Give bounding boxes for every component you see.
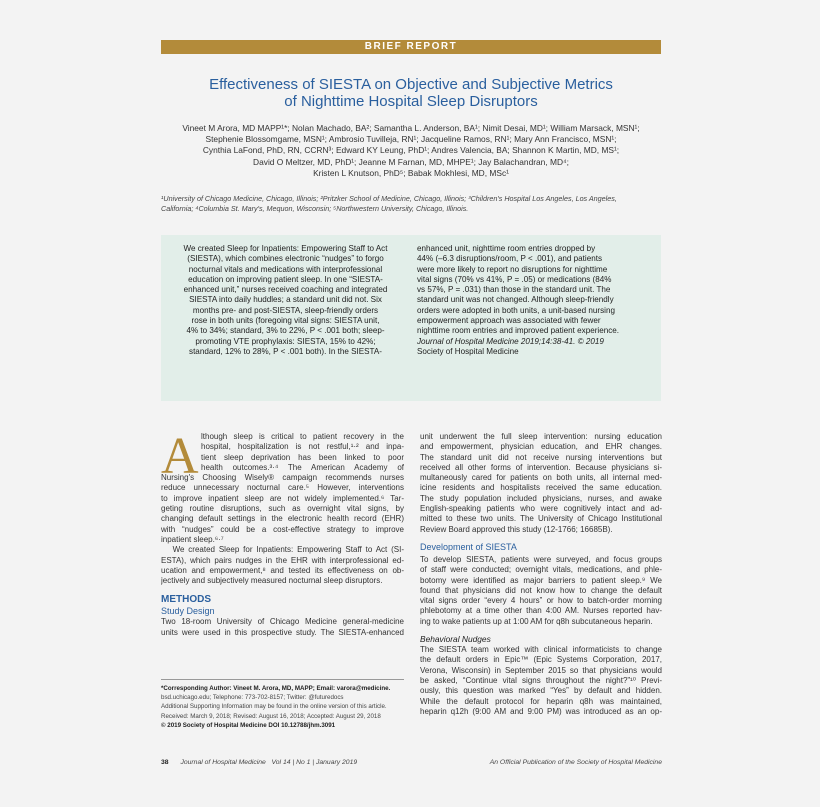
body-line: reduce unnecessary nocturnal care.⁵ However, interventions xyxy=(161,483,404,493)
body-line: phlebotomy at a time other than 4:00 AM. Nurses reported hav- xyxy=(420,606,662,616)
body-left-column xyxy=(161,428,404,638)
body-line: to improve inpatient sleep are not widely implemented.⁶ Tar- xyxy=(161,493,404,503)
body-line: Verona, Wisconsin) in September 2015 so that physicians would xyxy=(420,665,662,675)
affiliations xyxy=(161,194,661,213)
abstract-line: enhanced unit, nighttime room entries dropped by xyxy=(417,244,596,253)
title-line-1: Effectiveness of SIESTA on Objective and Subjective Metrics xyxy=(209,76,613,93)
body-line: geting routine disruptions, such as overnight vital signs, by xyxy=(161,504,404,514)
title-line-2: of Nighttime Hospital Sleep Disruptors xyxy=(284,93,538,110)
section-banner: BRIEF REPORT xyxy=(161,40,661,54)
body-line: icine residents and hospitalists received the same education. xyxy=(420,483,662,493)
body-line: of staff were conducted; overnight vitals, medications, and phle- xyxy=(420,565,662,575)
body-line: ously, this question was marked “Yes” by default and hidden. xyxy=(420,686,662,696)
body-line: We created Sleep for Inpatients: Empowering Staff to Act (SI- xyxy=(161,545,404,555)
body-line: hospital, hospitalization is not restful,¹·² and inpa- xyxy=(201,442,404,452)
abstract-line: were more likely to report no disruptions for nighttime xyxy=(417,264,608,274)
supporting-info: Additional Supporting Information may be found in the online version of this article. xyxy=(161,703,387,711)
development-heading: Development of SIESTA xyxy=(420,541,517,552)
body-line: ESTA), which pairs nudges in the EHR with interprofessional ed- xyxy=(161,555,404,565)
received-dates: Received: March 9, 2018; Revised: August 16, 2018; Accepted: August 29, 2018 xyxy=(161,712,381,720)
abstract-citation: Journal of Hospital Medicine 2019;14:38-41. © 2019 xyxy=(417,336,604,346)
body-line: mitted to these two units. The University of Chicago Institutional xyxy=(420,514,662,524)
abstract-line: promoting VTE prophylaxis: SIESTA, 15% to 42%; xyxy=(195,336,376,346)
abstract-line: Society of Hospital Medicine xyxy=(417,346,519,356)
drop-cap: A xyxy=(161,428,199,485)
body-line: changing default settings in the electronic health record (EHR) xyxy=(161,514,404,524)
body-line: units were used in this prospective study. The SIESTA-enhanced xyxy=(161,627,404,637)
body-line: ucation and empowerment,⁸ and tested its effectiveness on ob- xyxy=(161,565,404,575)
author-line: Vineet M Arora, MD MAPP¹*; Nolan Machado, BA²; Samantha L. Anderson, BA¹; Nimit Desai, MD¹; William Marsack, MSN¹; xyxy=(182,123,640,133)
body-right-column xyxy=(420,432,662,717)
body-line: received all other forms of intervention. Because physicians si- xyxy=(420,462,662,472)
body-line: botomy were identified as major barriers to patient sleep.⁹ We xyxy=(420,575,662,585)
body-line: The standard unit did not receive nursing interventions but xyxy=(420,452,662,462)
body-line: jectively and subjectively measured nocturnal sleep disruptors. xyxy=(161,576,383,586)
body-line: While the default protocol for heparin q8h was maintained, xyxy=(420,696,662,706)
abstract-line: education on improving patient sleep. In one “SIESTA- xyxy=(188,274,383,284)
body-line: heparin q12h (9:00 AM and 9:00 PM) was introduced as an op- xyxy=(420,706,662,716)
body-line: health outcomes.³·⁴ The American Academy of xyxy=(201,462,404,472)
abstract-box xyxy=(161,235,661,401)
corresponding-author: *Corresponding Author: Vineet M. Arora, MD, MAPP; Email: varora@medicine. xyxy=(161,685,391,692)
footnote xyxy=(161,684,404,730)
body-line: Review Board approved this study (12-1766; 16685B). xyxy=(420,524,613,534)
abstract-line: 4% to 34%; standard, 3% to 22%, P < .001 both; sleep- xyxy=(186,326,385,336)
body-line: with “nudges” could be a cost-effective strategy to improve xyxy=(161,524,404,534)
body-line: the default orders in Epic™ (Epic Systems Corporation, 2017, xyxy=(420,655,662,665)
journal-info: Journal of Hospital Medicine Vol 14 | No 1 | January 2019 xyxy=(180,759,358,766)
abstract-line: vs 57%, P = .031) than those in the standard unit. The xyxy=(417,285,611,295)
body-line: and empowerment, physician education, and EHR changes. xyxy=(420,442,662,452)
body-line: To develop SIESTA, patients were surveyed, and focus groups xyxy=(420,554,662,564)
abstract-line: vital signs (70% vs 41%, P = .05) or medications (84% xyxy=(417,274,612,284)
behavioral-nudges-heading: Behavioral Nudges xyxy=(420,634,491,645)
page-number: 38 xyxy=(161,759,169,766)
body-line: vital signs order “every 4 hours” or how to batch-order morning xyxy=(420,596,662,606)
abstract-line: SIESTA into daily huddles; a standard unit did not. Six xyxy=(189,295,382,305)
author-line: Cynthia LaFond, PhD, RN, CCRN³; Edward KY Leung, PhD¹; Andres Valencia, BA; Shannon K Martin, MD, MS¹; xyxy=(202,145,620,156)
body-line: Nursing's Choosing Wisely® campaign recommends nurses xyxy=(161,473,404,483)
body-line: lthough sleep is critical to patient recovery in the xyxy=(201,432,404,441)
body-line: found that physicians did not know how to change the default xyxy=(420,585,662,595)
abstract-line: (SIESTA), which combines electronic “nudges” to forgo xyxy=(187,254,384,264)
abstract-line: 44% (–6.3 disruptions/room, P < .001), and patients xyxy=(417,254,602,264)
abstract-line: nighttime room entries and improved patient experience. xyxy=(417,326,620,336)
author-line: Kristen L Knutson, PhD⁵; Babak Mokhlesi, MD, MSc¹ xyxy=(313,167,509,178)
abstract-line: nocturnal vitals and medications with interprofessional xyxy=(188,264,383,274)
abstract-line: We created Sleep for Inpatients: Empowering Staff to Act xyxy=(183,244,388,253)
abstract-right-column xyxy=(417,244,653,357)
author-line: Stephenie Blossomgame, MSN¹; Ambrosio Tuvilleja, RN¹; Jacqueline Ramos, RN¹; Mary Ann Francisco, MSN¹; xyxy=(205,134,617,145)
body-line: Two 18-room University of Chicago Medicine general-medicine xyxy=(161,617,404,627)
affiliation-line: ¹University of Chicago Medicine, Chicago, Illinois; ²Pritzker School of Medicine, Chicago, Illinois; ³Children's Hospital Los Angeles, Los Angeles, xyxy=(161,194,617,203)
body-line: tient sleep deprivation has been linked to poor xyxy=(201,452,404,462)
page-footer-left xyxy=(161,758,357,767)
doi: © 2019 Society of Hospital Medicine DOI 10.12788/jhm.3091 xyxy=(161,721,336,729)
body-line: ing to wake patients up at 1:00 AM for q8h subcutaneous heparin. xyxy=(420,616,653,626)
article-title xyxy=(161,76,661,110)
author-line: David O Meltzer, MD, PhD¹; Jeanne M Farnan, MD, MHPE¹; Jay Balachandran, MD⁴; xyxy=(253,156,569,167)
page-footer-right: An Official Publication of the Society of Hospital Medicine xyxy=(489,759,662,766)
abstract-line: months pre- and post-SIESTA, sleep-friendly orders xyxy=(192,305,379,315)
footnote-divider xyxy=(161,679,404,680)
abstract-line: orders were adopted in both units, a unit-based nursing xyxy=(417,305,615,315)
abstract-line: enhanced unit,” nurses received coaching and integrated xyxy=(183,285,388,295)
abstract-line: empowerment approach was associated with fewer xyxy=(417,316,601,326)
abstract-left-column xyxy=(171,244,400,357)
methods-heading: METHODS xyxy=(161,594,211,606)
body-line: be asked, “Continue vital signs throughout the night?”¹⁰ Previ- xyxy=(420,675,662,685)
body-line: The SIESTA team worked with clinical informaticists to change xyxy=(420,645,662,655)
corresponding-contact: bsd.uchicago.edu; Telephone: 773-702-8157; Twitter: @futuredocs xyxy=(161,694,344,702)
body-line: The study population included physicians, nurses, and awake xyxy=(420,493,662,503)
author-list xyxy=(161,123,661,179)
affiliation-line: California; ⁴Columbia St. Mary's, Mequon, Wisconsin; ⁵Northwestern University, Chicago, Illinois. xyxy=(161,203,469,213)
body-line: unit underwent the full sleep intervention: nursing education xyxy=(420,432,662,441)
study-design-heading: Study Design xyxy=(161,606,215,617)
body-line: inpatient sleep.⁶·⁷ xyxy=(161,534,224,544)
abstract-line: standard unit was not changed. Although sleep-friendly xyxy=(417,295,614,305)
body-line: multaneously cared for patients on both units, all internal med- xyxy=(420,473,662,483)
abstract-line: standard, 12% to 28%, P < .001 both). In the SIESTA- xyxy=(189,346,382,356)
abstract-line: rose in both units (foregoing vital signs: SIESTA unit, xyxy=(191,316,380,326)
body-line: English-speaking patients who were cognitively intact and ad- xyxy=(420,504,662,514)
